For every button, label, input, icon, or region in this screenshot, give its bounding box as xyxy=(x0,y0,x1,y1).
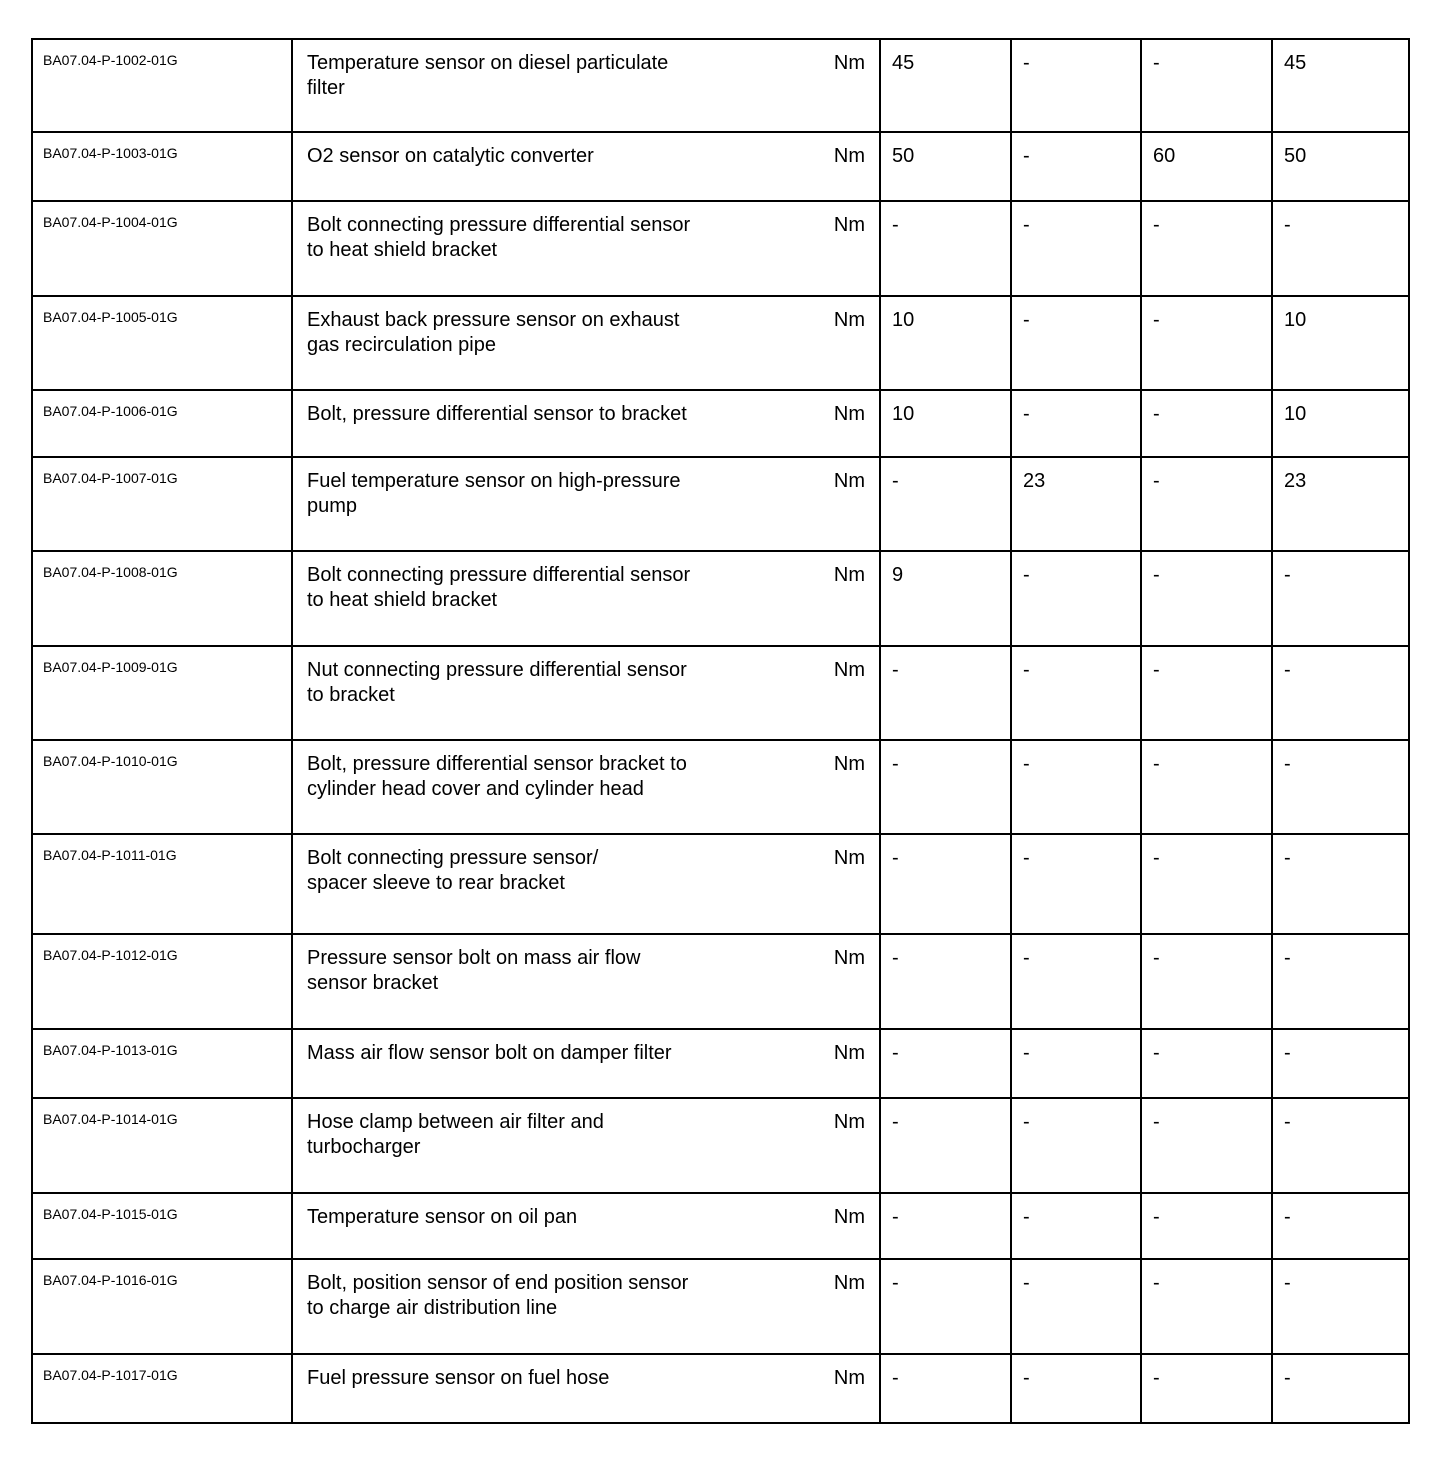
torque-value-cell: - xyxy=(1141,1098,1272,1193)
description-cell xyxy=(292,296,880,390)
torque-value-cell: - xyxy=(880,1029,1011,1098)
torque-value-cell: - xyxy=(1011,132,1141,201)
part-code-cell: BA07.04-P-1007-01G xyxy=(32,457,292,551)
unit-label: Nm xyxy=(833,564,865,586)
part-code-cell: BA07.04-P-1011-01G xyxy=(32,834,292,934)
torque-value-cell: - xyxy=(1011,740,1141,834)
torque-value-cell: 23 xyxy=(1272,457,1409,551)
table-row xyxy=(32,834,1409,934)
table-row xyxy=(32,934,1409,1029)
torque-value-cell: - xyxy=(1141,201,1272,296)
torque-value-cell: 10 xyxy=(1272,296,1409,390)
torque-value-cell: 45 xyxy=(880,39,1011,132)
torque-value-cell: - xyxy=(1011,1029,1141,1098)
torque-value-cell: - xyxy=(1272,1098,1409,1193)
table-row xyxy=(32,296,1409,390)
torque-value-cell: - xyxy=(880,201,1011,296)
part-code-cell: BA07.04-P-1009-01G xyxy=(32,646,292,740)
torque-value-cell: - xyxy=(1141,740,1272,834)
unit-label: Nm xyxy=(833,309,865,331)
description-cell xyxy=(292,1354,880,1423)
description-cell xyxy=(292,457,880,551)
unit-label: Nm xyxy=(833,52,865,74)
torque-value-cell: 50 xyxy=(880,132,1011,201)
unit-label: Nm xyxy=(833,470,865,492)
description-text: Temperature sensor on oil pan xyxy=(307,1206,578,1228)
torque-value-cell: - xyxy=(880,834,1011,934)
torque-value-cell: - xyxy=(1141,934,1272,1029)
description-text: Mass air flow sensor bolt on damper filter xyxy=(307,1042,672,1064)
table-row xyxy=(32,132,1409,201)
table-row xyxy=(32,1193,1409,1259)
part-code-cell: BA07.04-P-1006-01G xyxy=(32,390,292,457)
description-cell xyxy=(292,1193,880,1259)
torque-value-cell: - xyxy=(1141,1193,1272,1259)
unit-label: Nm xyxy=(833,947,865,969)
unit-label: Nm xyxy=(833,659,865,681)
table-row xyxy=(32,1098,1409,1193)
torque-value-cell: - xyxy=(1011,39,1141,132)
torque-value-cell: 10 xyxy=(880,296,1011,390)
torque-value-cell: - xyxy=(1011,1193,1141,1259)
description-text: Bolt connecting pressure differential sensor to heat shield bracket xyxy=(307,214,691,261)
torque-value-cell: - xyxy=(1272,1029,1409,1098)
description-text: O2 sensor on catalytic converter xyxy=(307,145,594,167)
torque-value-cell: - xyxy=(1272,740,1409,834)
torque-value-cell: 45 xyxy=(1272,39,1409,132)
torque-value-cell: 23 xyxy=(1011,457,1141,551)
part-code-cell: BA07.04-P-1016-01G xyxy=(32,1259,292,1354)
description-cell xyxy=(292,201,880,296)
part-code-cell: BA07.04-P-1013-01G xyxy=(32,1029,292,1098)
description-cell xyxy=(292,1098,880,1193)
description-cell xyxy=(292,740,880,834)
torque-value-cell: - xyxy=(880,1259,1011,1354)
torque-value-cell: - xyxy=(1141,551,1272,646)
torque-value-cell: - xyxy=(1272,1193,1409,1259)
description-cell xyxy=(292,551,880,646)
description-text: Hose clamp between air filter and turbocharger xyxy=(307,1111,604,1158)
unit-label: Nm xyxy=(833,1111,865,1133)
torque-value-cell: - xyxy=(1141,296,1272,390)
torque-value-cell: - xyxy=(880,740,1011,834)
description-text: Bolt, position sensor of end position sensor to charge air distribution line xyxy=(307,1272,689,1319)
torque-value-cell: 10 xyxy=(880,390,1011,457)
torque-value-cell: - xyxy=(1011,934,1141,1029)
description-cell xyxy=(292,132,880,201)
torque-value-cell: - xyxy=(880,934,1011,1029)
torque-value-cell: - xyxy=(1141,1029,1272,1098)
description-text: Nut connecting pressure differential sensor to bracket xyxy=(307,659,687,706)
torque-value-cell: - xyxy=(1141,1354,1272,1423)
description-text: Pressure sensor bolt on mass air flow sensor bracket xyxy=(307,947,641,994)
part-code-cell: BA07.04-P-1008-01G xyxy=(32,551,292,646)
table-row xyxy=(32,201,1409,296)
part-code-cell: BA07.04-P-1003-01G xyxy=(32,132,292,201)
torque-value-cell: - xyxy=(1272,1259,1409,1354)
table-row xyxy=(32,1029,1409,1098)
unit-label: Nm xyxy=(833,1272,865,1294)
table-row xyxy=(32,457,1409,551)
torque-value-cell: 10 xyxy=(1272,390,1409,457)
torque-value-cell: - xyxy=(1141,457,1272,551)
description-text: Bolt, pressure differential sensor bracket to cylinder head cover and cylinder head xyxy=(307,753,687,800)
torque-value-cell: - xyxy=(1011,646,1141,740)
table-body xyxy=(32,39,1409,1423)
torque-value-cell: - xyxy=(1272,646,1409,740)
description-text: Bolt connecting pressure sensor/ spacer sleeve to rear bracket xyxy=(307,847,599,894)
part-code-cell: BA07.04-P-1004-01G xyxy=(32,201,292,296)
part-code-cell: BA07.04-P-1005-01G xyxy=(32,296,292,390)
torque-value-cell: - xyxy=(1141,646,1272,740)
torque-value-cell: - xyxy=(880,457,1011,551)
part-code-cell: BA07.04-P-1017-01G xyxy=(32,1354,292,1423)
table-row xyxy=(32,390,1409,457)
description-text: Fuel temperature sensor on high-pressure pump xyxy=(307,470,681,517)
description-cell xyxy=(292,390,880,457)
torque-value-cell: - xyxy=(1011,1259,1141,1354)
table-row xyxy=(32,1354,1409,1423)
unit-label: Nm xyxy=(833,145,865,167)
torque-value-cell: - xyxy=(1272,934,1409,1029)
torque-value-cell: - xyxy=(1011,296,1141,390)
part-code-cell: BA07.04-P-1010-01G xyxy=(32,740,292,834)
description-text: Bolt connecting pressure differential sensor to heat shield bracket xyxy=(307,564,691,611)
unit-label: Nm xyxy=(833,847,865,869)
torque-value-cell: - xyxy=(1141,1259,1272,1354)
torque-value-cell: - xyxy=(1272,551,1409,646)
unit-label: Nm xyxy=(833,753,865,775)
torque-value-cell: - xyxy=(1272,201,1409,296)
torque-value-cell: - xyxy=(1011,551,1141,646)
torque-value-cell: - xyxy=(1141,39,1272,132)
torque-value-cell: 60 xyxy=(1141,132,1272,201)
description-text: Temperature sensor on diesel particulate filter xyxy=(307,52,669,99)
torque-value-cell: - xyxy=(1011,1354,1141,1423)
torque-value-cell: - xyxy=(1141,834,1272,934)
description-text: Fuel pressure sensor on fuel hose xyxy=(307,1367,610,1389)
table-row xyxy=(32,740,1409,834)
part-code-cell: BA07.04-P-1012-01G xyxy=(32,934,292,1029)
part-code-cell: BA07.04-P-1002-01G xyxy=(32,39,292,132)
description-cell xyxy=(292,39,880,132)
unit-label: Nm xyxy=(833,1206,865,1228)
torque-value-cell: - xyxy=(1011,834,1141,934)
torque-spec-table xyxy=(31,38,1410,1424)
torque-value-cell: 50 xyxy=(1272,132,1409,201)
description-text: Bolt, pressure differential sensor to bracket xyxy=(307,403,687,425)
table-row xyxy=(32,39,1409,132)
description-cell xyxy=(292,834,880,934)
part-code-cell: BA07.04-P-1014-01G xyxy=(32,1098,292,1193)
description-cell xyxy=(292,1029,880,1098)
torque-value-cell: - xyxy=(1141,390,1272,457)
description-text: Exhaust back pressure sensor on exhaust gas recirculation pipe xyxy=(307,309,680,356)
unit-label: Nm xyxy=(833,214,865,236)
description-cell xyxy=(292,1259,880,1354)
description-cell xyxy=(292,646,880,740)
unit-label: Nm xyxy=(833,1367,865,1389)
table-row xyxy=(32,1259,1409,1354)
table-row xyxy=(32,646,1409,740)
part-code-cell: BA07.04-P-1015-01G xyxy=(32,1193,292,1259)
torque-value-cell: - xyxy=(1272,834,1409,934)
unit-label: Nm xyxy=(833,1042,865,1064)
table-row xyxy=(32,551,1409,646)
torque-value-cell: - xyxy=(880,1098,1011,1193)
torque-value-cell: - xyxy=(1272,1354,1409,1423)
torque-value-cell: - xyxy=(880,1193,1011,1259)
torque-value-cell: - xyxy=(880,1354,1011,1423)
torque-value-cell: - xyxy=(880,646,1011,740)
description-cell xyxy=(292,934,880,1029)
torque-value-cell: 9 xyxy=(880,551,1011,646)
unit-label: Nm xyxy=(833,403,865,425)
torque-value-cell: - xyxy=(1011,1098,1141,1193)
torque-value-cell: - xyxy=(1011,201,1141,296)
torque-value-cell: - xyxy=(1011,390,1141,457)
